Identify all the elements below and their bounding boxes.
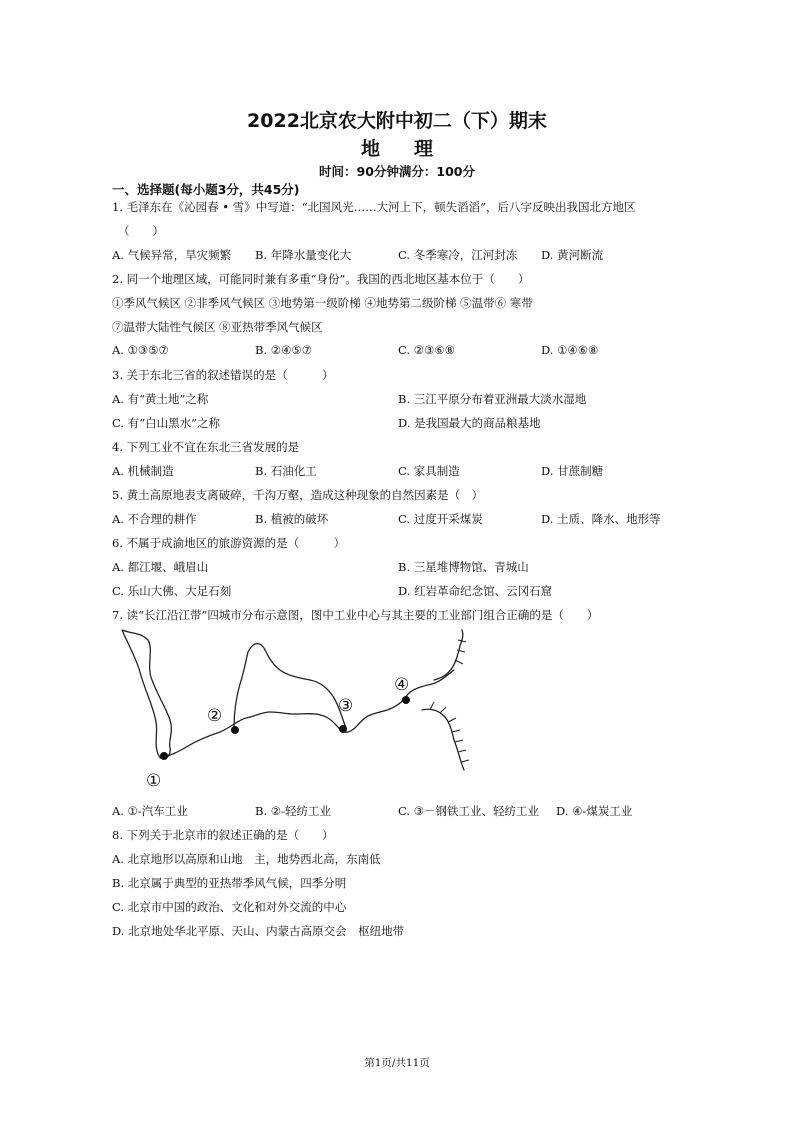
q6-stem: 6. 不属于成渝地区的旅游资源的是（ ） [112, 536, 346, 550]
yangtze-river-map [112, 628, 482, 796]
q2-items-1: ①季风气候区 ②非季风气候区 ③地势第一级阶梯 ④地势第二级阶梯 ⑤温带⑥ 寒带 [112, 296, 533, 310]
map-city-2-dot [231, 726, 239, 734]
map-coast-hatching [430, 640, 469, 762]
q1-option-c[interactable]: C. 冬季寒冷，江河封冻 [398, 248, 518, 262]
map-east-coast-lower [422, 709, 464, 770]
q4-option-c[interactable]: C. 家具制造 [398, 464, 460, 478]
q2-option-a[interactable]: A. ①③⑤⑦ [112, 343, 169, 357]
q7-option-a[interactable]: A. ①-汽车工业 [112, 804, 188, 818]
q3-option-c[interactable]: C. 有“白山黑水”之称 [112, 416, 220, 430]
section-heading: 一、选择题(每小题3分，共45分) [112, 182, 300, 197]
q2-option-d[interactable]: D. ①④⑥⑧ [541, 343, 599, 357]
q7-stem: 7. 读“长江沿江带”四城市分布示意图，图中工业中心与其主要的工业部门组合正确的是（ ） [112, 608, 599, 622]
map-city-1-dot [160, 752, 168, 760]
q5-option-d[interactable]: D. 土质、降水、地形等 [541, 512, 661, 526]
q3-option-b[interactable]: B. 三江平原分布着亚洲最大淡水湿地 [398, 392, 587, 406]
q8-option-d[interactable]: D. 北京地处华北平原、天山、内蒙古高原交会 枢纽地带 [112, 924, 405, 938]
q2-option-b[interactable]: B. ②④⑤⑦ [255, 343, 313, 357]
q5-option-c[interactable]: C. 过度开采煤炭 [398, 512, 483, 526]
q4-stem: 4. 下列工业不宜在东北三省发展的是 [112, 440, 300, 454]
q8-option-c[interactable]: C. 北京市中国的政治、文化和对外交流的中心 [112, 900, 347, 914]
q5-option-a[interactable]: A. 不合理的耕作 [112, 512, 197, 526]
q8-stem: 8. 下列关于北京市的叙述正确的是（ ） [112, 828, 334, 842]
exam-meta: 时间：90分钟满分：100分 [319, 164, 475, 179]
q7-option-d[interactable]: D. ④-煤炭工业 [556, 804, 633, 818]
page-footer: 第1页/共11页 [364, 1057, 430, 1069]
map-middle-boundary [234, 644, 346, 728]
q1-paren: （ ） [118, 224, 164, 238]
q1-option-b[interactable]: B. 年降水量变化大 [255, 248, 352, 262]
map-label-1: ① [146, 771, 162, 791]
q3-option-a[interactable]: A. 有“黄土地”之称 [112, 392, 209, 406]
map-label-4: ④ [394, 675, 410, 695]
q8-option-b[interactable]: B. 北京属于典型的亚热带季风气候，四季分明 [112, 876, 347, 890]
q3-stem: 3. 关于东北三省的叙述错误的是（ ） [112, 368, 334, 382]
q1-stem: 1. 毛泽东在《沁园春 • 雪》中写道：“北国风光……大河上下，顿失滔滔”，后八字反映出我国北方地区 [112, 200, 636, 214]
q8-option-a[interactable]: A. 北京地形以高原和山地 主，地势西北高，东南低 [112, 852, 381, 866]
q2-option-c[interactable]: C. ②③⑥⑧ [398, 343, 455, 357]
q6-option-a[interactable]: A. 都江堰、峨眉山 [112, 560, 209, 574]
q6-option-b[interactable]: B. 三星堆博物馆、青城山 [398, 560, 529, 574]
q4-option-d[interactable]: D. 甘蔗制糖 [541, 464, 604, 478]
map-river [160, 670, 454, 758]
map-city-4-dot [402, 696, 410, 704]
q6-option-c[interactable]: C. 乐山大佛、大足石刻 [112, 584, 232, 598]
subject-title: 地理 [360, 138, 467, 160]
q5-stem: 5. 黄土高原地表支离破碎，千沟万壑，造成这种现象的自然因素是（ ） [112, 488, 484, 502]
q1-option-d[interactable]: D. 黄河断流 [541, 248, 604, 262]
exam-title: 2022北京农大附中初二（下）期末 [247, 110, 547, 132]
q7-option-b[interactable]: B. ②-轻纺工业 [255, 804, 331, 818]
map-label-2: ② [207, 706, 223, 726]
q2-items-2: ⑦温带大陆性气候区 ⑧亚热带季风气候区 [112, 320, 323, 334]
map-city-3-dot [339, 725, 347, 733]
map-east-coast [434, 630, 463, 680]
q4-option-b[interactable]: B. 石油化工 [255, 464, 317, 478]
q7-option-c[interactable]: C. ③－钢铁工业、轻纺工业 [398, 804, 540, 818]
q6-option-d[interactable]: D. 红岩革命纪念馆、云冈石窟 [398, 584, 553, 598]
q4-option-a[interactable]: A. 机械制造 [112, 464, 174, 478]
map-label-3: ③ [338, 696, 354, 716]
q1-option-a[interactable]: A. 气候异常，旱灾频繁 [112, 248, 232, 262]
q5-option-b[interactable]: B. 植被的破坏 [255, 512, 329, 526]
q3-option-d[interactable]: D. 是我国最大的商品粮基地 [398, 416, 541, 430]
map-west-boundary [122, 630, 171, 759]
q2-stem: 2. 同一个地理区域，可能同时兼有多重“身份”。我国的西北地区基本位于（ ） [112, 272, 530, 286]
